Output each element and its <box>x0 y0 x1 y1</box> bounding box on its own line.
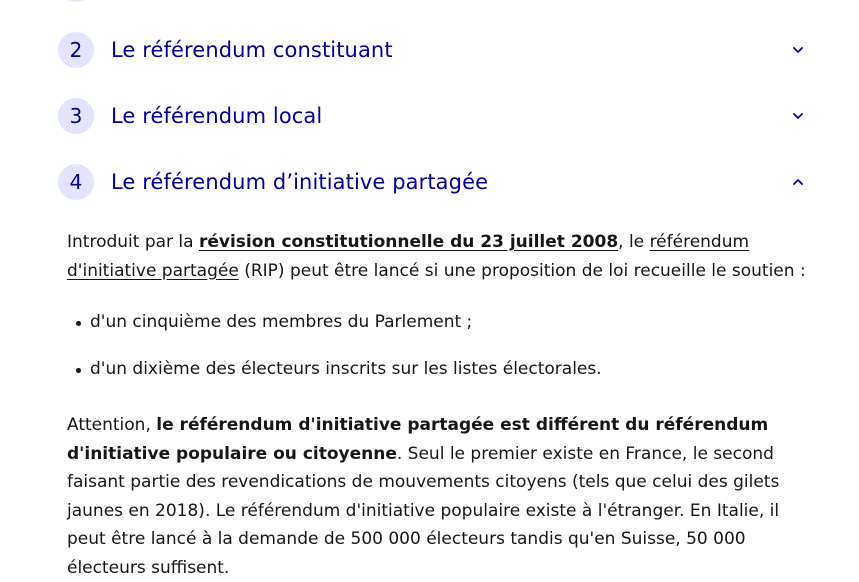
accordion-number-badge: 2 <box>58 32 94 68</box>
revision-constitutionnelle-link[interactable]: révision constitutionnelle du 23 juillet 2008 <box>198 232 619 252</box>
attention-bold-text: le référendum d'initiative partagée est différent du référendum d'initiative populaire ou citoyenne <box>67 415 769 464</box>
attention-text: . Seul le premier existe en France, le second faisant partie des revendications de mouvements citoyens (tels que celui des gilets jaunes en 2018). Le référendum d'initiative populaire existe à l'étranger. En Italie, il peut être lancé à la demande de 500 000 électeurs tandis qu'en Suisse, 50 000 électeurs suffisent. <box>67 443 780 578</box>
accordion-item-3-header[interactable] <box>58 96 818 136</box>
accordion-title: Le référendum local <box>111 104 323 128</box>
intro-text: , le <box>618 232 650 252</box>
accordion-title: Le référendum constituant <box>111 38 393 62</box>
list-item: d'un cinquième des membres du Parlement ; <box>67 308 817 336</box>
rip-link[interactable]: référendum d'initiative partagée <box>67 232 750 281</box>
chevron-down-icon[interactable] <box>790 42 806 58</box>
accordion-item-4-header[interactable] <box>58 162 818 202</box>
attention-text: Attention, <box>67 415 157 435</box>
intro-text: Introduit par la <box>67 232 199 252</box>
accordion-item-4-content <box>67 228 817 582</box>
intro-text: (RIP) peut être lancé si une proposition de loi recueille le soutien : <box>238 260 806 281</box>
accordion-number-badge-partial <box>58 0 94 2</box>
support-list <box>67 308 817 383</box>
list-item: d'un dixième des électeurs inscrits sur les listes électorales. <box>67 355 817 383</box>
accordion-number-badge: 3 <box>58 98 94 134</box>
accordion-item-2-header[interactable] <box>58 30 818 70</box>
chevron-up-icon[interactable] <box>790 174 806 190</box>
intro-paragraph <box>67 228 817 285</box>
accordion-title: Le référendum d’initiative partagée <box>111 170 489 194</box>
accordion-number-badge: 4 <box>58 164 94 200</box>
chevron-down-icon[interactable] <box>790 108 806 124</box>
attention-paragraph <box>67 411 817 582</box>
